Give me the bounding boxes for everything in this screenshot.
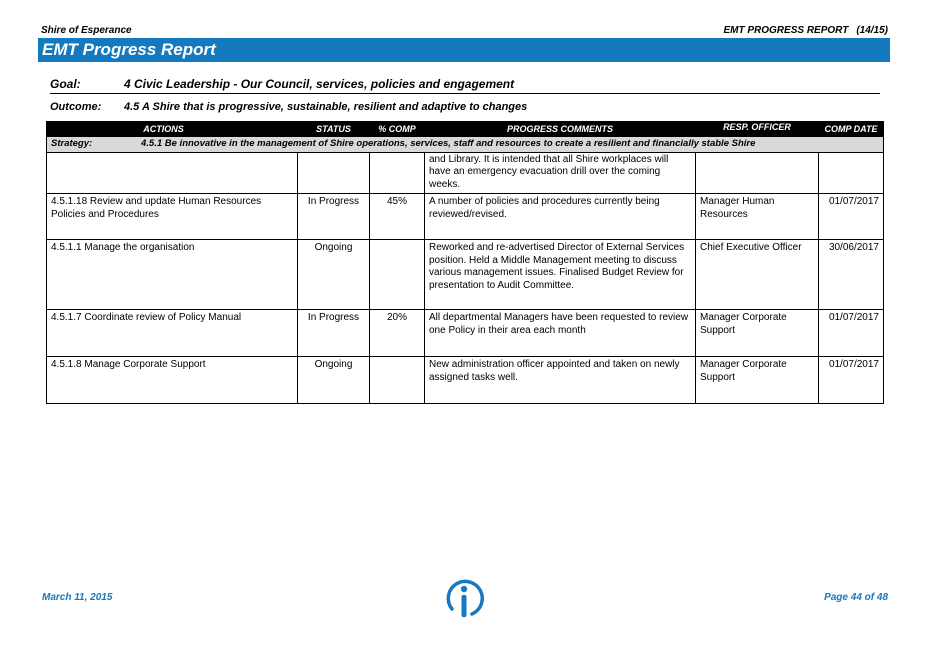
outcome-text: 4.5 A Shire that is progressive, sustainable, resilient and adaptive to changes xyxy=(124,101,528,113)
goal-text: 4 Civic Leadership - Our Council, services, policies and engagement xyxy=(124,77,515,91)
col-header-comments: PROGRESS COMMENTS xyxy=(425,122,696,137)
goal-label: Goal: xyxy=(50,77,81,91)
footer-page-number: Page 44 of 48 xyxy=(824,592,888,603)
cell-status: Ongoing xyxy=(298,357,370,404)
organisation-name: Shire of Esperance xyxy=(41,25,132,36)
cell-status xyxy=(298,152,370,194)
cell-comp xyxy=(370,240,425,310)
col-header-comp: % COMP xyxy=(370,122,425,137)
outcome-label: Outcome: xyxy=(50,101,102,113)
progress-table xyxy=(46,121,884,404)
cell-officer: Manager Human Resources xyxy=(696,194,819,240)
footer-date: March 11, 2015 xyxy=(42,592,113,603)
cell-comp: 45% xyxy=(370,194,425,240)
col-header-date: COMP DATE xyxy=(819,122,884,137)
strategy-cell xyxy=(47,137,884,153)
cell-officer: Manager Corporate Support xyxy=(696,357,819,404)
strategy-label: Strategy: xyxy=(51,138,93,149)
shire-logo-icon xyxy=(442,576,488,620)
report-header xyxy=(723,25,888,36)
cell-action: 4.5.1.7 Coordinate review of Policy Manual xyxy=(47,310,298,357)
strategy-text: 4.5.1 Be innovative in the management of Shire operations, services, staff and resources to create a resilient and financially stable Shire xyxy=(141,138,756,149)
table-row xyxy=(47,240,884,310)
cell-date: 01/07/2017 xyxy=(819,194,884,240)
cell-action: 4.5.1.8 Manage Corporate Support xyxy=(47,357,298,404)
cell-comment: A number of policies and procedures currently being reviewed/revised. xyxy=(425,194,696,240)
col-header-officer: RESP. OFFICER xyxy=(696,122,819,137)
cell-comp xyxy=(370,152,425,194)
report-title: EMT PROGRESS REPORT xyxy=(723,25,849,36)
report-pages: (14/15) xyxy=(856,25,888,36)
col-header-actions: ACTIONS xyxy=(47,122,298,137)
cell-comment: Reworked and re-advertised Director of External Services position. Held a Middle Management meeting to discuss various management issues. Finalised Budget Review for presentation to Audit Committee. xyxy=(425,240,696,310)
col-header-status: STATUS xyxy=(298,122,370,137)
cell-date: 01/07/2017 xyxy=(819,310,884,357)
cell-date: 30/06/2017 xyxy=(819,240,884,310)
table-row-continuation xyxy=(47,152,884,194)
table-row xyxy=(47,357,884,404)
table-header-row xyxy=(47,122,884,137)
cell-comment: All departmental Managers have been requested to review one Policy in their area each month xyxy=(425,310,696,357)
table-row xyxy=(47,310,884,357)
cell-date xyxy=(819,152,884,194)
banner-title: EMT Progress Report xyxy=(42,40,216,59)
cell-status: Ongoing xyxy=(298,240,370,310)
cell-comp xyxy=(370,357,425,404)
cell-status: In Progress xyxy=(298,194,370,240)
goal-row xyxy=(50,77,880,94)
cell-action xyxy=(47,152,298,194)
strategy-row xyxy=(47,137,884,153)
cell-officer: Manager Corporate Support xyxy=(696,310,819,357)
cell-status: In Progress xyxy=(298,310,370,357)
cell-comp: 20% xyxy=(370,310,425,357)
cell-action: 4.5.1.1 Manage the organisation xyxy=(47,240,298,310)
cell-comment: New administration officer appointed and taken on newly assigned tasks well. xyxy=(425,357,696,404)
cell-officer xyxy=(696,152,819,194)
cell-date: 01/07/2017 xyxy=(819,357,884,404)
cell-action: 4.5.1.18 Review and update Human Resources Policies and Procedures xyxy=(47,194,298,240)
cell-officer: Chief Executive Officer xyxy=(696,240,819,310)
title-banner xyxy=(38,38,890,62)
table-row xyxy=(47,194,884,240)
cell-comment: and Library. It is intended that all Shire workplaces will have an emergency evacuation drill over the coming weeks. xyxy=(425,152,696,194)
